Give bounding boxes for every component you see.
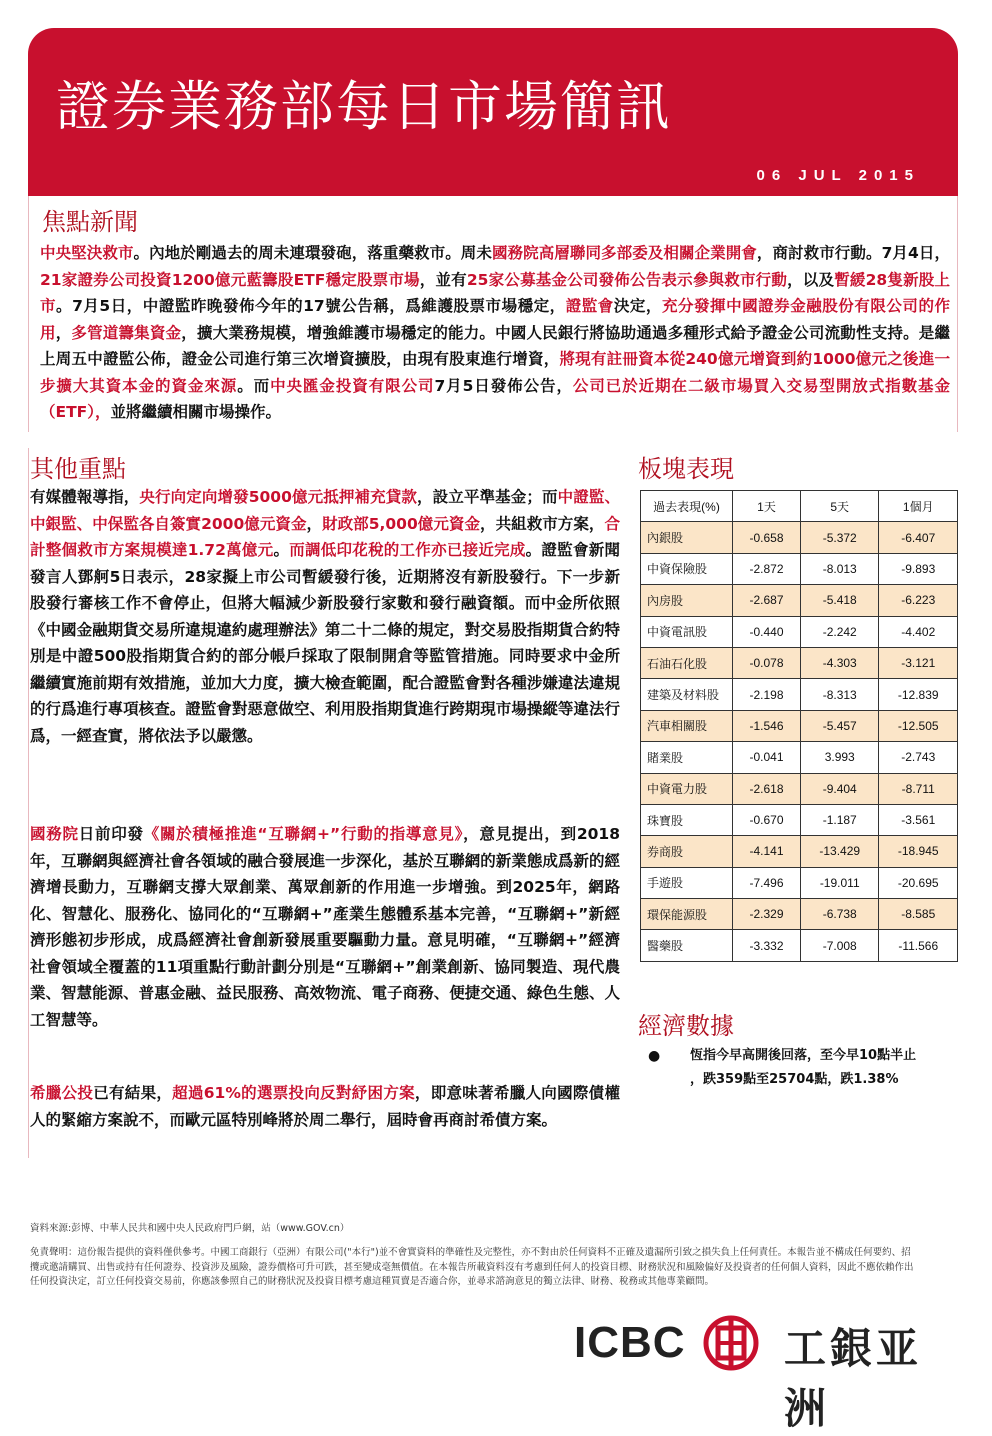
col-header-1m: 1個月 <box>879 491 958 522</box>
value-1d-cell: -0.670 <box>733 804 801 835</box>
value-5d-cell: -8.313 <box>800 679 879 710</box>
value-5d-cell: -7.008 <box>800 930 879 961</box>
body-text: ，設立平準基金；而 <box>416 488 558 506</box>
value-5d-cell: -9.404 <box>800 773 879 804</box>
value-1d-cell: -0.440 <box>733 616 801 647</box>
highlighted-text: 《關於積極推進“互聯網+”行動的指導意見》 <box>143 825 464 843</box>
body-text: 。內地於剛過去的周未連環發砲，落重藥救市。周未 <box>133 244 492 262</box>
other-highlights-heading: 其他重點 <box>30 455 126 483</box>
highlighted-text: 而調低印花稅的工作亦已接近完成 <box>289 541 526 559</box>
sector-name-cell: 手遊股 <box>641 867 733 898</box>
value-1m-cell: -3.121 <box>879 647 958 678</box>
body-text: ，商討救市行動。7月4日， <box>756 244 950 262</box>
value-1m-cell: -2.743 <box>879 742 958 773</box>
sector-name-cell: 珠寶股 <box>641 804 733 835</box>
highlighted-text: 公司已於近期在二級市場買入交易型開放式指數基金（ETF）， <box>40 376 950 421</box>
highlighted-text: 暫緩28隻新股上市 <box>40 270 950 315</box>
body-text: ，擴大業務規模，增強維護市場穩定的能力。中國人民銀行將協助通過多種形式給予證金公司流動性支持。是繼上周五中證監公佈，證金公司進行第三次增資擴股，由現有股東進行增資， <box>40 323 950 368</box>
value-1m-cell: -18.945 <box>879 836 958 867</box>
body-text: 7月5日發佈公告， <box>434 376 573 395</box>
sector-name-cell: 醫藥股 <box>641 930 733 961</box>
sector-name-cell: 賭業股 <box>641 742 733 773</box>
highlighted-text: 中央匯金投資有限公司 <box>270 376 435 395</box>
bullet-icon: ● <box>648 1048 661 1064</box>
value-5d-cell: -6.738 <box>800 899 879 930</box>
col-header-1d: 1天 <box>733 491 801 522</box>
disclaimer-line-1: 免責聲明：這份報告提供的資料僅供參考。中國工商銀行（亞洲）有限公司("本行")並不會實資料的準確性及完整性，亦不對由於任何資料不正確及遺漏所引致之損失負上任何責任。本報告並不構成任何要約、招 <box>30 1247 911 1258</box>
value-1d-cell: -0.078 <box>733 647 801 678</box>
value-5d-cell: -13.429 <box>800 836 879 867</box>
value-5d-cell: -2.242 <box>800 616 879 647</box>
value-1m-cell: -3.561 <box>879 804 958 835</box>
value-1m-cell: -8.711 <box>879 773 958 804</box>
economy-bullet <box>648 1044 960 1092</box>
table-row <box>641 585 958 616</box>
body-text: 。而 <box>237 376 271 395</box>
value-5d-cell: -4.303 <box>800 647 879 678</box>
economy-bullet-line-1: 恆指今早高開後回落，至今早10點半止 <box>690 1048 917 1063</box>
value-1m-cell: -12.839 <box>879 679 958 710</box>
body-text: ，意見提出，到2018年，互聯網與經濟社會各領域的融合發展進一步深化，基於互聯網的新業態成爲新的經濟增長動力，互聯網支撐大眾創業、萬眾創新的作用進一步增強。到2025年，網路化、智慧化、服務化、協同化的“互聯網+”產業生態體系基本完善，“互聯網+”新經濟形態初步形成，成爲經濟社會創新發展重要驅動力量。意見明確，“互聯網+”經濟社會領域全覆蓋的11項重點行動計劃分別是“互聯網+”創業創新、協同製造、現代農業、智慧能源、普惠金融、益民服務、高效物流、電子商務、便捷交通、綠色生態、人工智慧等。 <box>30 825 620 1029</box>
table-header-row <box>641 491 958 522</box>
highlighted-text: 央行向定向增發5000億元抵押補充貸款 <box>139 488 417 506</box>
page-title: 證券業務部每日市場簡訊 <box>56 75 672 138</box>
logo-text: ICBC <box>574 1318 686 1367</box>
highlighted-text: 充分發揮中國證券金融股份有限公司的作用 <box>40 297 950 342</box>
body-text: 並將繼續相關市場操作。 <box>110 403 282 421</box>
sector-performance-table <box>640 490 958 962</box>
sector-name-cell: 內房股 <box>641 585 733 616</box>
left-divider <box>28 448 29 1158</box>
table-row <box>641 899 958 930</box>
highlighted-text: 中證監、中銀監、中保監各自簽實2000億元資金 <box>30 488 620 533</box>
body-text: 。證監會新聞發言人鄧舸5日表示，28家擬上市公司暫緩發行後，近期將沒有新股發行。下一步新股發行審核工作不會停止，但將大幅減少新股發行家數和發行融資額。而中金所依照《中國金融期貨交易所違規違約處理辦法》第二十二條的規定，對交易股指期貨合約特別是中證500股指期貨合約的部分帳戶採取了限制開倉等監管措施。同時要求中金所繼續實施前期有效措施，並加大力度，擴大檢查範圍，配合證監會對各種涉嫌違法違規的行爲進行專項核查。證監會對惡意做空、利用股指期貨進行跨期現市場操縱等違法行爲，一經查實，將依法予以嚴懲。 <box>30 541 620 745</box>
sector-name-cell: 建築及材料股 <box>641 679 733 710</box>
report-date: 06 JUL 2015 <box>756 167 920 184</box>
economy-bullet-line-2: ，跌359點至25704點，跌1.38% <box>690 1072 899 1087</box>
value-1d-cell: -7.496 <box>733 867 801 898</box>
value-5d-cell: -19.011 <box>800 867 879 898</box>
table-row <box>641 553 958 584</box>
body-text: ， <box>55 323 72 342</box>
highlighted-text: 將現有註冊資本從240億元增資到約1000億元之後進一步擴大其資本金的資金來源 <box>40 350 950 395</box>
disclaimer-line-3: 任何投資決定，訂立任何投資交易前，你應該參照自己的財務狀況及投資目標考慮這種買賣是否適合你，並尋求諮詢意見的獨立法律、財務、稅務或其他專業顧問。 <box>30 1276 715 1287</box>
value-1m-cell: -20.695 <box>879 867 958 898</box>
table-row <box>641 930 958 961</box>
sector-name-cell: 中資電力股 <box>641 773 733 804</box>
table-row <box>641 522 958 553</box>
highlighted-text: 中央堅決救市 <box>40 244 134 262</box>
body-text: 決定， <box>613 297 662 315</box>
value-5d-cell: -5.372 <box>800 522 879 553</box>
value-1m-cell: -11.566 <box>879 930 958 961</box>
body-text: 。7月5日，中證監昨晚發佈今年的17號公告稱，爲維護股票市場穩定， <box>56 297 566 315</box>
value-1d-cell: -0.041 <box>733 742 801 773</box>
value-1d-cell: -2.872 <box>733 553 801 584</box>
table-row <box>641 804 958 835</box>
body-text: ，共組救市方案， <box>480 514 605 533</box>
sector-name-cell: 內銀股 <box>641 522 733 553</box>
sector-name-cell: 券商股 <box>641 836 733 867</box>
col-header-period: 過去表現(%) <box>641 491 733 522</box>
source-note: 資料來源:彭博、中華人民共和國中央人民政府門戶網，站（www.GOV.cn） <box>30 1223 350 1234</box>
value-1d-cell: -2.329 <box>733 899 801 930</box>
table-row <box>641 647 958 678</box>
economy-heading: 經濟數據 <box>638 1012 734 1040</box>
value-1d-cell: -3.332 <box>733 930 801 961</box>
sector-name-cell: 石油石化股 <box>641 647 733 678</box>
highlighted-text: 證監會 <box>565 297 614 315</box>
table-row <box>641 836 958 867</box>
highlighted-text: 超過61%的選票投向反對紓困方案 <box>172 1084 415 1102</box>
table-row <box>641 710 958 741</box>
sector-name-cell: 中資電訊股 <box>641 616 733 647</box>
table-row <box>641 679 958 710</box>
other-paragraph-3 <box>30 1080 620 1133</box>
value-1d-cell: -2.198 <box>733 679 801 710</box>
value-1d-cell: -2.618 <box>733 773 801 804</box>
table-row <box>641 867 958 898</box>
value-5d-cell: -5.457 <box>800 710 879 741</box>
value-5d-cell: -8.013 <box>800 553 879 584</box>
body-text: 已有結果， <box>93 1084 173 1102</box>
value-1d-cell: -0.658 <box>733 522 801 553</box>
value-1d-cell: -4.141 <box>733 836 801 867</box>
table-row <box>641 616 958 647</box>
value-1m-cell: -6.223 <box>879 585 958 616</box>
sector-name-cell: 中資保險股 <box>641 553 733 584</box>
sector-name-cell: 汽車相關股 <box>641 710 733 741</box>
focus-news-heading: 焦點新聞 <box>42 208 138 236</box>
icbc-emblem-icon <box>702 1314 760 1372</box>
highlighted-text: 希臘公投 <box>30 1084 94 1102</box>
table-row <box>641 742 958 773</box>
value-5d-cell: 3.993 <box>800 742 879 773</box>
highlighted-text: 國務院 <box>30 825 79 843</box>
highlighted-text: 國務院高層聯同多部委及相關企業開會 <box>491 244 757 262</box>
body-text: 。 <box>273 541 290 559</box>
col-header-5d: 5天 <box>800 491 879 522</box>
disclaimer-line-2: 攬或邀請購買、出售或持有任何證券、投資涉及風險，證券價格可升可跌，甚至變成毫無價值。在本報告所載資料沒有考慮到任何人的投資目標、財務狀況和風險偏好及投資者的任何個人資料，因此不應依賴作出 <box>30 1261 914 1273</box>
header-banner <box>28 28 958 196</box>
value-1m-cell: -6.407 <box>879 522 958 553</box>
value-1m-cell: -12.505 <box>879 710 958 741</box>
highlighted-text: 財政部5,000億元資金 <box>322 514 481 533</box>
value-1m-cell: -4.402 <box>879 616 958 647</box>
body-text: ， <box>306 514 323 533</box>
value-1m-cell: -8.585 <box>879 899 958 930</box>
disclaimer <box>30 1246 960 1290</box>
other-paragraph-2 <box>30 821 620 1033</box>
body-text: ，並有 <box>419 270 467 289</box>
body-text: ，以及 <box>787 270 835 289</box>
value-5d-cell: -1.187 <box>800 804 879 835</box>
logo-chinese-text: 工銀亚洲 <box>784 1324 923 1433</box>
highlighted-text: 25家公募基金公司發佈公告表示參與救市行動 <box>466 270 788 289</box>
focus-news-paragraph <box>40 240 950 426</box>
body-text: 日前印發 <box>78 825 144 843</box>
icbc-logo <box>574 1312 958 1433</box>
body-text: ，即意味著希臘人向國際債權人的緊縮方案說不，而歐元區特別峰將於周二舉行，屆時會再商討希債方案。 <box>30 1084 620 1129</box>
value-1m-cell: -9.893 <box>879 553 958 584</box>
value-1d-cell: -2.687 <box>733 585 801 616</box>
body-text: 有媒體報導指， <box>30 488 140 506</box>
table-row <box>641 773 958 804</box>
other-paragraph-1 <box>30 484 620 749</box>
highlighted-text: 21家證券公司投資1200億元藍籌股ETF穩定股票市場 <box>40 270 420 289</box>
sector-heading: 板塊表現 <box>638 455 734 483</box>
sector-name-cell: 環保能源股 <box>641 899 733 930</box>
highlighted-text: 合計整個救市方案規模達1.72萬億元 <box>30 514 620 559</box>
value-5d-cell: -5.418 <box>800 585 879 616</box>
value-1d-cell: -1.546 <box>733 710 801 741</box>
highlighted-text: 多管道籌集資金 <box>71 323 182 342</box>
